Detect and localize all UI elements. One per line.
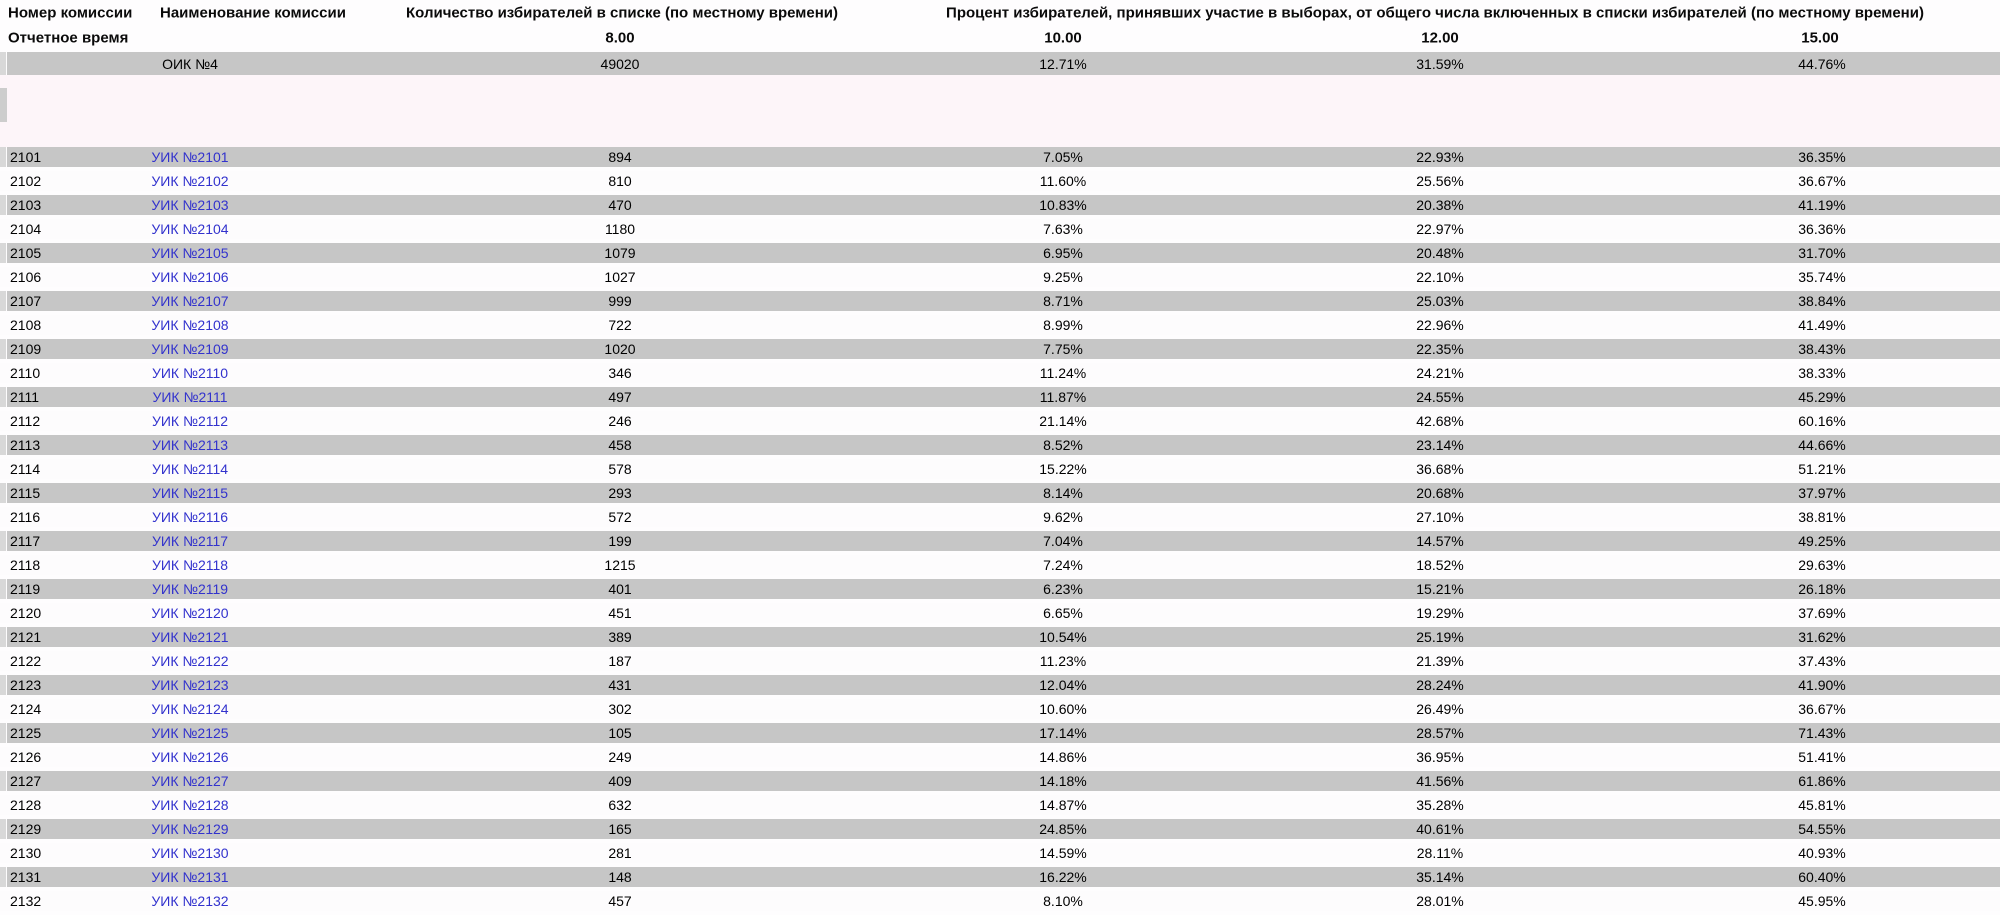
- summary-turnout-cell: 12.71%: [1039, 55, 1087, 72]
- table-row: [0, 483, 2000, 507]
- turnout-cell: 45.81%: [1798, 797, 1846, 813]
- turnout-cell: 40.93%: [1798, 845, 1846, 861]
- commission-link[interactable]: УИК №2107: [151, 293, 229, 309]
- commission-number: 2126: [10, 749, 42, 765]
- commission-link[interactable]: УИК №2127: [151, 773, 229, 789]
- turnout-cell: 17.14%: [1039, 725, 1087, 741]
- commission-number: 2102: [10, 173, 42, 189]
- turnout-cell: 7.24%: [1043, 557, 1083, 573]
- commission-number: 2121: [10, 629, 42, 645]
- table-row: [0, 387, 2000, 411]
- table-row: [0, 651, 2000, 675]
- table-row: [0, 411, 2000, 435]
- column-header-commission-number: Номер комиссии: [8, 4, 133, 22]
- commission-number: 2124: [10, 701, 42, 717]
- empty-gap-region: [0, 75, 2000, 147]
- turnout-cell: 24.55%: [1416, 389, 1464, 405]
- table-row: [0, 267, 2000, 291]
- turnout-cell: 8.10%: [1043, 893, 1083, 909]
- turnout-cell: 24.85%: [1039, 821, 1087, 837]
- turnout-cell: 14.57%: [1416, 533, 1464, 549]
- voters-count: 458: [608, 437, 632, 453]
- commission-number: 2106: [10, 269, 42, 285]
- turnout-cell: 23.14%: [1416, 437, 1464, 453]
- turnout-cell: 35.14%: [1416, 869, 1464, 885]
- turnout-cell: 41.56%: [1416, 773, 1464, 789]
- commission-number: 2104: [10, 221, 42, 237]
- voters-count: 722: [608, 317, 632, 333]
- commission-number: 2101: [10, 149, 42, 165]
- commission-number: 2117: [10, 533, 41, 549]
- voters-count: 105: [608, 725, 632, 741]
- summary-voters-count: 49020: [600, 55, 640, 72]
- turnout-cell: 8.71%: [1043, 293, 1083, 309]
- turnout-cell: 20.38%: [1416, 197, 1464, 213]
- commission-number: 2116: [10, 509, 41, 525]
- table-row: [0, 243, 2000, 267]
- table-row: [0, 219, 2000, 243]
- table-row: [0, 795, 2000, 819]
- voters-count: 302: [608, 701, 632, 717]
- commission-number: 2105: [10, 245, 42, 261]
- turnout-cell: 54.55%: [1798, 821, 1846, 837]
- turnout-cell: 51.41%: [1798, 749, 1846, 765]
- commission-link[interactable]: УИК №2132: [151, 893, 229, 909]
- turnout-cell: 45.95%: [1798, 893, 1846, 909]
- table-body: [0, 147, 2000, 915]
- table-row: [0, 195, 2000, 219]
- turnout-cell: 19.29%: [1416, 605, 1464, 621]
- turnout-cell: 6.65%: [1043, 605, 1083, 621]
- commission-number: 2130: [10, 845, 42, 861]
- turnout-cell: 14.86%: [1039, 749, 1087, 765]
- voters-count: 1180: [604, 221, 636, 237]
- voters-count: 497: [608, 389, 632, 405]
- commission-link[interactable]: УИК №2112: [151, 413, 229, 429]
- table-row: [0, 171, 2000, 195]
- turnout-cell: 45.29%: [1798, 389, 1846, 405]
- table-row: [0, 315, 2000, 339]
- turnout-cell: 14.59%: [1039, 845, 1087, 861]
- table-row: [0, 699, 2000, 723]
- commission-link[interactable]: УИК №2106: [151, 269, 229, 285]
- turnout-cell: 61.86%: [1798, 773, 1846, 789]
- commission-link[interactable]: УИК №2105: [151, 245, 229, 261]
- column-header-commission-name: Наименование комиссии: [160, 4, 346, 22]
- voters-count: 1020: [604, 341, 636, 357]
- turnout-cell: 11.24%: [1039, 365, 1087, 381]
- commission-number: 2129: [10, 821, 42, 837]
- commission-number: 2113: [10, 437, 41, 453]
- voters-count: 165: [608, 821, 632, 837]
- turnout-cell: 7.05%: [1043, 149, 1083, 165]
- commission-link[interactable]: УИК №2113: [151, 437, 229, 453]
- turnout-cell: 21.14%: [1039, 413, 1087, 429]
- voters-count: 470: [608, 197, 632, 213]
- commission-link[interactable]: УИК №2119: [151, 581, 229, 597]
- commission-number: 2103: [10, 197, 42, 213]
- table-row: [0, 771, 2000, 795]
- turnout-cell: 25.03%: [1416, 293, 1464, 309]
- time-slot-12: 12.00: [1421, 29, 1459, 47]
- voters-count: 431: [608, 677, 632, 693]
- commission-number: 2122: [10, 653, 42, 669]
- voters-count: 457: [608, 893, 632, 909]
- voters-count: 632: [608, 797, 632, 813]
- commission-number: 2110: [10, 365, 41, 381]
- voters-count: 894: [608, 149, 632, 165]
- turnout-cell: 28.11%: [1416, 845, 1464, 861]
- commission-number: 2108: [10, 317, 42, 333]
- commission-link[interactable]: УИК №2109: [151, 341, 229, 357]
- turnout-cell: 18.52%: [1416, 557, 1464, 573]
- turnout-cell: 51.21%: [1798, 461, 1846, 477]
- table-row: [0, 627, 2000, 651]
- summary-row: [0, 50, 2000, 75]
- table-row: [0, 531, 2000, 555]
- turnout-cell: 8.99%: [1043, 317, 1083, 333]
- commission-link[interactable]: УИК №2126: [151, 749, 229, 765]
- turnout-cell: 12.04%: [1039, 677, 1087, 693]
- report-time-label: Отчетное время: [8, 29, 129, 47]
- turnout-cell: 7.63%: [1043, 221, 1083, 237]
- table-row: [0, 291, 2000, 315]
- table-row: [0, 507, 2000, 531]
- commission-link[interactable]: УИК №2122: [151, 653, 229, 669]
- turnout-cell: 38.81%: [1798, 509, 1846, 525]
- turnout-cell: 37.43%: [1798, 653, 1846, 669]
- turnout-cell: 15.22%: [1039, 461, 1087, 477]
- turnout-cell: 41.90%: [1798, 677, 1846, 693]
- turnout-cell: 7.75%: [1043, 341, 1083, 357]
- turnout-cell: 16.22%: [1039, 869, 1087, 885]
- commission-number: 2111: [10, 389, 40, 405]
- turnout-cell: 15.21%: [1416, 581, 1464, 597]
- commission-link[interactable]: УИК №2111: [152, 389, 228, 405]
- turnout-cell: 36.67%: [1798, 701, 1846, 717]
- commission-link[interactable]: УИК №2114: [151, 461, 229, 477]
- commission-number: 2118: [10, 557, 41, 573]
- commission-number: 2115: [10, 485, 41, 501]
- time-slot-10: 10.00: [1044, 29, 1082, 47]
- voters-count: 1027: [604, 269, 636, 285]
- turnout-cell: 31.70%: [1798, 245, 1846, 261]
- voters-count: 1215: [604, 557, 636, 573]
- turnout-cell: 28.57%: [1416, 725, 1464, 741]
- turnout-cell: 40.61%: [1416, 821, 1464, 837]
- turnout-cell: 28.24%: [1416, 677, 1464, 693]
- commission-link[interactable]: УИК №2118: [151, 557, 229, 573]
- table-header-row: [0, 0, 2000, 26]
- commission-link[interactable]: УИК №2102: [151, 173, 229, 189]
- commission-link[interactable]: УИК №2101: [151, 149, 229, 165]
- voters-count: 409: [608, 773, 632, 789]
- commission-link[interactable]: УИК №2115: [151, 485, 229, 501]
- commission-number: 2109: [10, 341, 42, 357]
- turnout-cell: 9.25%: [1043, 269, 1083, 285]
- turnout-cell: 35.74%: [1798, 269, 1846, 285]
- turnout-cell: 10.83%: [1039, 197, 1087, 213]
- commission-number: 2123: [10, 677, 42, 693]
- turnout-cell: 71.43%: [1798, 725, 1846, 741]
- voters-count: 999: [608, 293, 632, 309]
- turnout-cell: 6.95%: [1043, 245, 1083, 261]
- table-row: [0, 819, 2000, 843]
- table-row: [0, 843, 2000, 867]
- table-row: [0, 435, 2000, 459]
- voters-count: 401: [608, 581, 632, 597]
- table-row: [0, 555, 2000, 579]
- turnout-cell: 35.28%: [1416, 797, 1464, 813]
- commission-number: 2128: [10, 797, 42, 813]
- commission-link[interactable]: УИК №2110: [151, 365, 229, 381]
- commission-number: 2112: [10, 413, 41, 429]
- column-header-voters-in-list: Количество избирателей в списке (по местному времени): [406, 4, 838, 22]
- turnout-cell: 41.49%: [1798, 317, 1846, 333]
- table-row: [0, 363, 2000, 387]
- voters-count: 578: [608, 461, 632, 477]
- turnout-cell: 36.67%: [1798, 173, 1846, 189]
- commission-link[interactable]: УИК №2104: [151, 221, 229, 237]
- time-slot-15: 15.00: [1801, 29, 1839, 47]
- table-row: [0, 891, 2000, 915]
- turnout-cell: 24.21%: [1416, 365, 1464, 381]
- commission-number: 2107: [10, 293, 42, 309]
- turnout-cell: 22.93%: [1416, 149, 1464, 165]
- turnout-cell: 37.97%: [1798, 485, 1846, 501]
- turnout-cell: 28.01%: [1416, 893, 1464, 909]
- turnout-cell: 10.60%: [1039, 701, 1087, 717]
- commission-link[interactable]: УИК №2124: [151, 701, 229, 717]
- turnout-cell: 36.68%: [1416, 461, 1464, 477]
- table-row: [0, 147, 2000, 171]
- turnout-cell: 44.66%: [1798, 437, 1846, 453]
- turnout-cell: 20.48%: [1416, 245, 1464, 261]
- commission-link[interactable]: УИК №2121: [151, 629, 229, 645]
- turnout-cell: 60.16%: [1798, 413, 1846, 429]
- commission-link[interactable]: УИК №2116: [151, 509, 229, 525]
- summary-turnout-cell: 44.76%: [1798, 55, 1846, 72]
- turnout-cell: 25.19%: [1416, 629, 1464, 645]
- turnout-cell: 22.97%: [1416, 221, 1464, 237]
- commission-number: 2125: [10, 725, 42, 741]
- commission-link[interactable]: УИК №2108: [151, 317, 229, 333]
- table-row: [0, 675, 2000, 699]
- turnout-cell: 25.56%: [1416, 173, 1464, 189]
- turnout-cell: 10.54%: [1039, 629, 1087, 645]
- voters-count: 451: [608, 605, 632, 621]
- turnout-cell: 20.68%: [1416, 485, 1464, 501]
- table-row: [0, 339, 2000, 363]
- turnout-cell: 38.33%: [1798, 365, 1846, 381]
- turnout-cell: 7.04%: [1043, 533, 1083, 549]
- turnout-cell: 49.25%: [1798, 533, 1846, 549]
- turnout-cell: 41.19%: [1798, 197, 1846, 213]
- voters-count: 281: [608, 845, 632, 861]
- turnout-cell: 22.96%: [1416, 317, 1464, 333]
- commission-link[interactable]: УИК №2130: [151, 845, 229, 861]
- turnout-cell: 31.62%: [1798, 629, 1846, 645]
- turnout-cell: 11.60%: [1039, 173, 1087, 189]
- table-row: [0, 603, 2000, 627]
- table-row: [0, 747, 2000, 771]
- turnout-cell: 6.23%: [1043, 581, 1083, 597]
- turnout-cell: 27.10%: [1416, 509, 1464, 525]
- turnout-cell: 60.40%: [1798, 869, 1846, 885]
- voters-count: 810: [608, 173, 632, 189]
- commission-number: 2127: [10, 773, 42, 789]
- column-header-turnout-percent: Процент избирателей, принявших участие в выборах, от общего числа включенных в списки избирателей (по местному времени): [946, 4, 1924, 22]
- turnout-cell: 26.18%: [1798, 581, 1846, 597]
- table-row: [0, 723, 2000, 747]
- turnout-cell: 22.35%: [1416, 341, 1464, 357]
- voters-count: 389: [608, 629, 632, 645]
- commission-number: 2120: [10, 605, 42, 621]
- turnout-cell: 8.14%: [1043, 485, 1083, 501]
- turnout-cell: 37.69%: [1798, 605, 1846, 621]
- gap-left-bar: [0, 88, 7, 122]
- voters-count: 187: [608, 653, 632, 669]
- commission-link[interactable]: УИК №2123: [151, 677, 229, 693]
- turnout-cell: 11.87%: [1039, 389, 1087, 405]
- turnout-cell: 11.23%: [1039, 653, 1087, 669]
- turnout-cell: 26.49%: [1416, 701, 1464, 717]
- voters-count: 293: [608, 485, 632, 501]
- commission-link[interactable]: УИК №2125: [151, 725, 229, 741]
- voters-count: 572: [608, 509, 632, 525]
- commission-link[interactable]: УИК №2131: [151, 869, 229, 885]
- voters-count: 249: [608, 749, 632, 765]
- table-row: [0, 459, 2000, 483]
- turnout-cell: 22.10%: [1416, 269, 1464, 285]
- summary-commission-name: ОИК №4: [162, 55, 218, 72]
- turnout-cell: 9.62%: [1043, 509, 1083, 525]
- voters-count: 1079: [604, 245, 636, 261]
- voters-count: 346: [608, 365, 632, 381]
- voters-count: 246: [608, 413, 632, 429]
- commission-link[interactable]: УИК №2117: [151, 533, 229, 549]
- commission-link[interactable]: УИК №2128: [151, 797, 229, 813]
- turnout-cell: 36.95%: [1416, 749, 1464, 765]
- commission-link[interactable]: УИК №2129: [151, 821, 229, 837]
- commission-link[interactable]: УИК №2120: [151, 605, 229, 621]
- turnout-cell: 14.87%: [1039, 797, 1087, 813]
- turnout-cell: 14.18%: [1039, 773, 1087, 789]
- voters-count: 199: [608, 533, 632, 549]
- time-slot-8: 8.00: [605, 29, 635, 47]
- turnout-cell: 42.68%: [1416, 413, 1464, 429]
- turnout-cell: 38.84%: [1798, 293, 1846, 309]
- commission-link[interactable]: УИК №2103: [151, 197, 229, 213]
- turnout-cell: 8.52%: [1043, 437, 1083, 453]
- turnout-cell: 36.36%: [1798, 221, 1846, 237]
- turnout-cell: 21.39%: [1416, 653, 1464, 669]
- table-row: [0, 579, 2000, 603]
- report-time-row: [0, 26, 2000, 50]
- turnout-cell: 38.43%: [1798, 341, 1846, 357]
- commission-number: 2119: [10, 581, 41, 597]
- turnout-cell: 36.35%: [1798, 149, 1846, 165]
- commission-number: 2114: [10, 461, 41, 477]
- commission-number: 2131: [10, 869, 42, 885]
- turnout-cell: 29.63%: [1798, 557, 1846, 573]
- commission-number: 2132: [10, 893, 42, 909]
- table-row: [0, 867, 2000, 891]
- summary-turnout-cell: 31.59%: [1416, 55, 1464, 72]
- voters-count: 148: [608, 869, 632, 885]
